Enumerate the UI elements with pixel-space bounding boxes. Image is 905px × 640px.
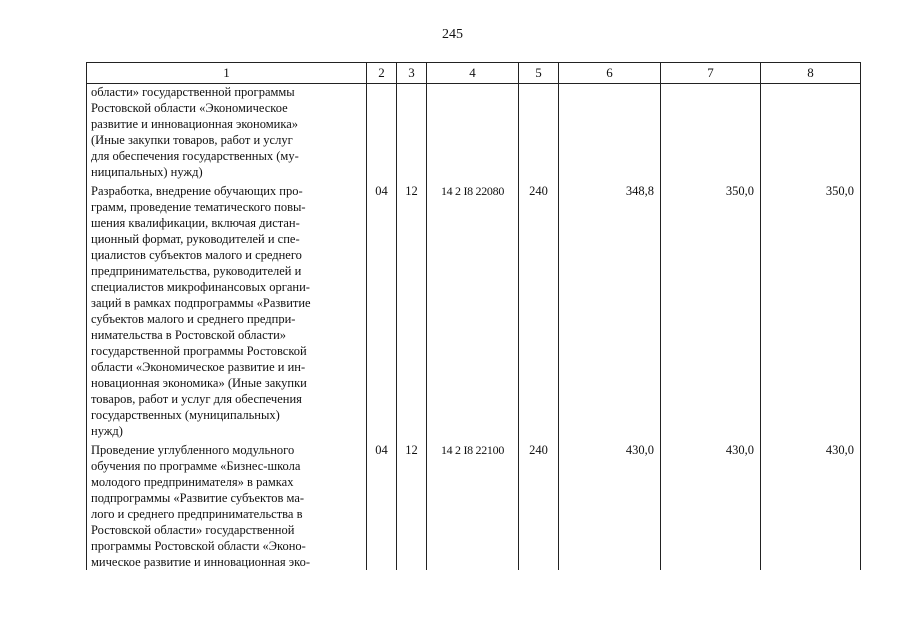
budget-table <box>86 62 861 570</box>
row-description <box>87 439 367 570</box>
subsection-code <box>397 84 427 181</box>
description-line: мическое развитие и инновационная эко- <box>91 555 311 569</box>
page-number: 245 <box>442 27 463 42</box>
description-line: Ростовской области «Экономическое <box>91 101 288 115</box>
description-line: нимательства в Ростовской области» <box>91 328 287 342</box>
amount-col7: 350,0 <box>661 180 761 439</box>
section-code: 04 <box>367 180 397 439</box>
column-header-1: 1 <box>87 63 367 84</box>
table-row <box>87 439 861 570</box>
target-article-code <box>427 84 519 181</box>
amount-col7: 430,0 <box>661 439 761 570</box>
description-line: циалистов субъектов малого и среднего <box>91 248 302 262</box>
description-line: молодого предпринимателя» в рамках <box>91 475 294 489</box>
row-description <box>87 84 367 181</box>
description-line: заций в рамках подпрограммы «Развитие <box>91 296 311 310</box>
description-line: государственных (муниципальных) <box>91 408 280 422</box>
amount-col8: 350,0 <box>761 180 861 439</box>
description-line: развитие и инновационная экономика» <box>91 117 299 131</box>
column-header-8: 8 <box>761 63 861 84</box>
target-article-code: 14 2 I8 22100 <box>427 439 519 570</box>
subsection-code: 12 <box>397 180 427 439</box>
description-line: товаров, работ и услуг для обеспечения <box>91 392 302 406</box>
amount-col6: 348,8 <box>559 180 661 439</box>
description-line: предпринимательства, руководителей и <box>91 264 302 278</box>
section-code <box>367 84 397 181</box>
target-article-code: 14 2 I8 22080 <box>427 180 519 439</box>
description-line: обучения по программе «Бизнес-школа <box>91 459 301 473</box>
description-line: специалистов микрофинансовых органи- <box>91 280 310 294</box>
description-line: для обеспечения государственных (му- <box>91 149 299 163</box>
section-code: 04 <box>367 439 397 570</box>
description-line: нужд) <box>91 424 123 438</box>
amount-col6 <box>559 84 661 181</box>
description-line: лого и среднего предпринимательства в <box>91 507 303 521</box>
table-row <box>87 84 861 181</box>
column-header-7: 7 <box>661 63 761 84</box>
description-line: государственной программы Ростовской <box>91 344 307 358</box>
column-header-2: 2 <box>367 63 397 84</box>
description-line: ционный формат, руководителей и спе- <box>91 232 300 246</box>
amount-col8: 430,0 <box>761 439 861 570</box>
expense-type-code <box>519 84 559 181</box>
description-line: новационная экономика» (Иные закупки <box>91 376 307 390</box>
description-line: Разработка, внедрение обучающих про- <box>91 184 303 198</box>
description-line: шения квалификации, включая дистан- <box>91 216 300 230</box>
amount-col7 <box>661 84 761 181</box>
description-line: грамм, проведение тематического повы- <box>91 200 306 214</box>
amount-col8 <box>761 84 861 181</box>
description-line: субъектов малого и среднего предпри- <box>91 312 296 326</box>
column-header-3: 3 <box>397 63 427 84</box>
description-line: Проведение углубленного модульного <box>91 443 295 457</box>
amount-col6: 430,0 <box>559 439 661 570</box>
column-header-5: 5 <box>519 63 559 84</box>
description-line: подпрограммы «Развитие субъектов ма- <box>91 491 305 505</box>
description-line: (Иные закупки товаров, работ и услуг <box>91 133 293 147</box>
expense-type-code: 240 <box>519 439 559 570</box>
description-line: Ростовской области» государственной <box>91 523 295 537</box>
column-header-6: 6 <box>559 63 661 84</box>
description-line: ниципальных) нужд) <box>91 165 203 179</box>
expense-type-code: 240 <box>519 180 559 439</box>
subsection-code: 12 <box>397 439 427 570</box>
description-line: области» государственной программы <box>91 85 295 99</box>
column-header-4: 4 <box>427 63 519 84</box>
table-row <box>87 180 861 439</box>
table-header-row <box>87 63 861 84</box>
description-line: программы Ростовской области «Эконо- <box>91 539 306 553</box>
description-line: области «Экономическое развитие и ин- <box>91 360 306 374</box>
row-description <box>87 180 367 439</box>
